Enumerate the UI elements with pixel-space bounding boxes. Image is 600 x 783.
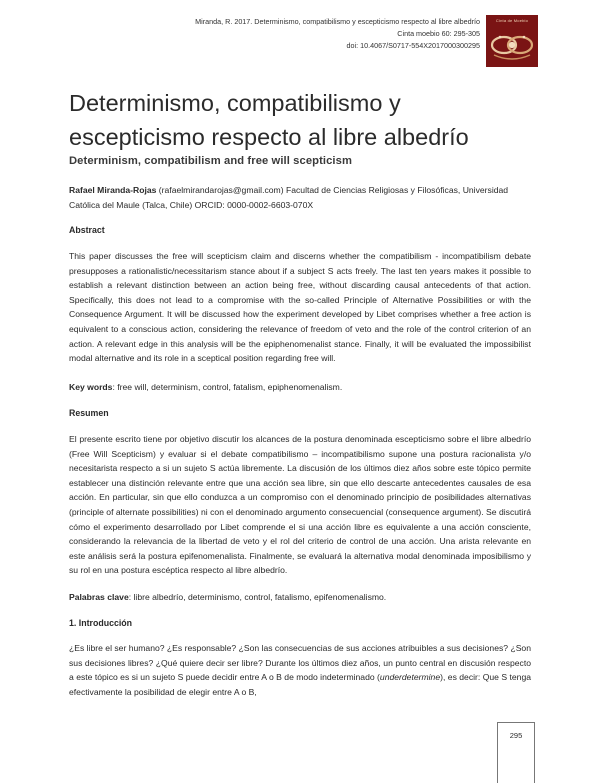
running-header [80,16,480,52]
intro-text [69,641,531,699]
journal-logo [486,15,538,67]
palabras-label: Palabras clave [69,592,129,602]
abstract-text: This paper discusses the free will scepticism claim and discerns whether the compatibilism - incompatibilism debate presupposes a rationalistic/necessitarism stance about if a subject S acts freely. The last ten years makes it possible to establish a relevant distinction between an action being free, without discarding causal antecedents of that action. Specifically, this does not lead to a compromise with the so-called Principle of Alternative Possibilities or with the Consequence Argument. It will be discussed how the experiment developed by Libet comprises whether a free action is equivalent to a conscious action, considering the relevance of freedom of veto and the role of the control criterion of an action. A relevant edge in this analysis will be the epiphenomenalist stance. Finally, it will be evaluated the impossibilist modal alternative and its role in a sceptical position regarding free will. [69,251,531,364]
intro-text-b: ), es decir: Que S tenga efectivamente la posibilidad de elegir entre A o B, [69,672,531,697]
palabras-clave [69,590,531,605]
keywords-text: : free will, determinism, control, fatalism, epiphenomenalism. [112,382,343,392]
abstract-heading: Abstract [69,225,105,235]
keywords-label: Key words [69,382,113,392]
article-subtitle: Determinism, compatibilism and free will scepticism [69,155,353,167]
volume-line: Cinta moebio 60: 295-305 [397,29,480,38]
doi-line: doi: 10.4067/S0717-554X2017000300295 [346,41,480,50]
palabras-text: : libre albedrío, determinismo, control, fatalismo, epifenomenalismo. [128,592,387,602]
intro-text-a: ¿Es libre el ser humano? ¿Es responsable? ¿Son las consecuencias de sus acciones atribuibles a sus decisiones? ¿Son sus decisiones libres? ¿Qué quiere decir ser libre? Durante los últimos diez años, un punto central en discusión respecto a este tópico es si un sujeto S puede decidir entre A o B de modo indeterminado ( [69,643,531,683]
citation-line: Miranda, R. 2017. Determinismo, compatibilismo y escepticismo respecto al libre albedrío [195,17,480,26]
keywords [69,380,531,395]
logo-text: Cinta de Moebio [495,18,529,23]
resumen-heading: Resumen [69,408,109,418]
page-number: 295 [509,731,523,740]
resumen-text: El presente escrito tiene por objetivo discutir los alcances de la postura denominada escepticismo sobre el libre albedrío (Free Will Scepticism) y evaluar si el debate compatibilismo – incompatibilismo supone una postura racionalista y/o necesitarista respecto a si un sujeto S actúa libremente. La discusión de los últimos diez años sobre este tópico permite establecer una distinción relevante entre que una acción sea libre, sin que ello descarte antecedentes causales de esa acción. En particular, sin que ello conduzca a un compromiso con el denominado principio de posibilidades alternativas (principle of alternate possibilities) ni con el denominado argumento consecuencial (consequence argument). Se discutirá cómo el experimento desarrollado por Libet comprende el si una acción libre es equivalente a una acción consciente, considerando la relevancia de la libertad de veto y el rol del criterio de control de una acción. Una arista relevante en este análisis será la postura epifenomenalista. Finalmente, se evaluará la alternativa modal denominada imposibilismo y su rol en una postura escéptica respecto al libre albedrío. [69,434,531,576]
intro-text-em: underdetermine [379,672,441,683]
page-number-box [497,722,535,783]
article-title: Determinismo, compatibilismo y escepticismo respecto al libre albedrío [69,90,469,150]
moebio-emblem-icon [486,15,538,67]
intro-heading: 1. Introducción [69,618,133,628]
author-details: (rafaelmirandarojas@gmail.com) Facultad de Ciencias Religiosas y Filosóficas, Universidad Católica del Maule (Talca, Chile) ORCID: 0000-0002-6603-070X [69,185,509,210]
author-name: Rafael Miranda-Rojas [69,185,157,195]
author-affiliation [69,183,539,213]
